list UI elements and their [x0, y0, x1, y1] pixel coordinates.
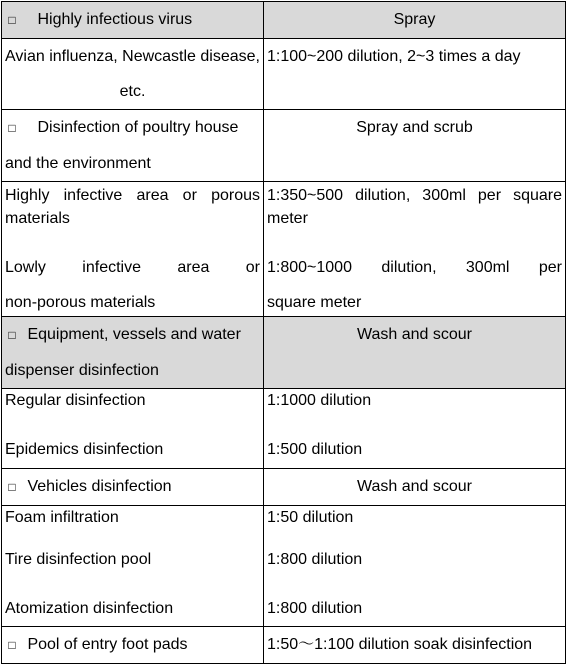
checkbox-icon: □ [8, 328, 16, 342]
checkbox-icon: □ [8, 638, 16, 652]
row-regular [2, 389, 566, 469]
porous-value-cell [264, 182, 566, 317]
header-virus-label: Highly infectious virus [37, 11, 193, 28]
vehicles-title-cell [2, 469, 264, 506]
vehicles-title: Vehicles disinfection [27, 478, 172, 495]
regular-value: 1:1000 dilution [267, 392, 372, 409]
avian-value: 1:100~200 dilution, 2~3 times a day [264, 39, 566, 110]
tire-label: Tire disinfection pool [5, 551, 152, 568]
checkbox-icon: □ [8, 121, 16, 135]
atomization-label: Atomization disinfection [5, 600, 174, 617]
high-infective-value: 1:350~500 dilution, 300ml per square meter [267, 187, 562, 227]
checkbox-icon: □ [8, 13, 16, 27]
high-infective-label: Highly infective area or porous materials [5, 187, 260, 227]
equipment-title-2: dispenser disinfection [5, 362, 159, 379]
row-avian [2, 39, 566, 110]
header-row [2, 2, 566, 39]
foot-value: 1:50～1:100 dilution soak disinfection [264, 627, 566, 664]
checkbox-icon: □ [8, 480, 16, 494]
low-infective-value-2: square meter [267, 294, 362, 311]
foot-title: Pool of entry foot pads [27, 636, 188, 653]
row-porous [2, 182, 566, 317]
vehicles-method: Wash and scour [264, 469, 566, 506]
low-infective-label-1: Lowly infective area or [5, 259, 260, 276]
epidemics-label: Epidemics disinfection [5, 441, 164, 458]
section-vehicles [2, 469, 566, 506]
header-virus-cell [2, 2, 264, 39]
vehicles-label-cell [2, 506, 264, 627]
poultry-title-cell [2, 110, 264, 182]
equipment-title-cell [2, 317, 264, 389]
row-vehicles [2, 506, 566, 627]
foam-label: Foam infiltration [5, 509, 119, 526]
foam-value: 1:50 dilution [267, 509, 354, 526]
section-poultry [2, 110, 566, 182]
vehicles-value-cell [264, 506, 566, 627]
avian-label-text: Avian influenza, Newcastle disease, etc. [5, 48, 260, 100]
atomization-value: 1:800 dilution [267, 600, 363, 617]
epidemics-value: 1:500 dilution [267, 441, 363, 458]
regular-label-cell [2, 389, 264, 469]
section-equipment [2, 317, 566, 389]
porous-label-cell [2, 182, 264, 317]
equipment-method: Wash and scour [264, 317, 566, 389]
low-infective-label-2: non-porous materials [5, 294, 156, 311]
poultry-title: Disinfection of poultry house and the environment [5, 119, 239, 172]
poultry-method: Spray and scrub [264, 110, 566, 182]
avian-label [2, 39, 264, 110]
equipment-title-1: Equipment, vessels and water [27, 326, 241, 343]
disinfection-table [1, 1, 566, 664]
header-method-cell: Spray [264, 2, 566, 39]
tire-value: 1:800 dilution [267, 551, 363, 568]
regular-label: Regular disinfection [5, 392, 146, 409]
regular-value-cell [264, 389, 566, 469]
low-infective-value-1: 1:800~1000 dilution, 300ml per [267, 259, 562, 276]
